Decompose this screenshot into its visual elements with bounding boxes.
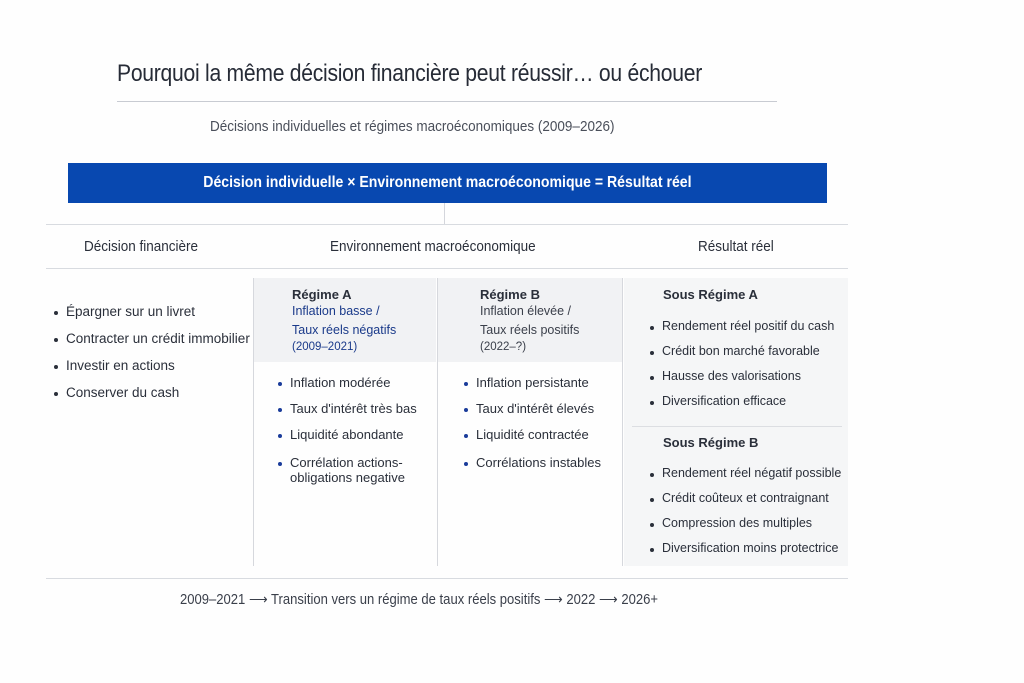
- regime-b-title: Régime B: [480, 287, 540, 302]
- result-b-item: Diversification moins protectrice: [648, 541, 841, 555]
- regime-b-item: Inflation persistante: [462, 375, 601, 390]
- header-bottom-divider: [46, 268, 848, 269]
- decision-item: Investir en actions: [52, 358, 250, 373]
- regime-a-conditions: [276, 375, 417, 485]
- regime-a-period: (2009–2021): [292, 341, 358, 353]
- result-b-item: Rendement réel négatif possible: [648, 466, 841, 480]
- regime-b-item: Corrélations instables: [462, 455, 601, 470]
- decision-item: Épargner sur un livret: [52, 304, 250, 319]
- regime-a-header: [254, 278, 436, 362]
- title-divider: [117, 101, 777, 102]
- result-a-item: Crédit bon marché favorable: [648, 344, 834, 358]
- regime-b-header: [438, 278, 622, 362]
- regime-b-conditions: [462, 375, 601, 470]
- result-a-item: Diversification efficace: [648, 394, 834, 408]
- result-a-item: Hausse des valorisations: [648, 369, 834, 383]
- result-b-title: Sous Régime B: [663, 435, 759, 450]
- header-top-divider: [46, 224, 848, 225]
- banner-connector: [444, 203, 445, 225]
- column-header-decision: Décision financière: [84, 238, 199, 255]
- result-b-item: Compression des multiples: [648, 516, 841, 530]
- regime-a-item: Inflation modérée: [276, 375, 417, 390]
- regime-b-line1: Inflation élevée /: [480, 304, 572, 318]
- regime-a-item: Corrélation actions-: [276, 455, 417, 470]
- result-divider: [632, 426, 842, 427]
- regime-a-line2: Taux réels négatifs: [292, 323, 397, 337]
- decisions-list: [52, 304, 250, 400]
- regime-b-item: Liquidité contractée: [462, 427, 601, 442]
- regime-b-right-border: [622, 278, 623, 566]
- regime-a-title: Régime A: [292, 287, 352, 302]
- column-header-environment: Environnement macroéconomique: [330, 238, 536, 255]
- regime-a-item: Taux d'intérêt très bas: [276, 401, 417, 416]
- regime-b-line2: Taux réels positifs: [480, 323, 580, 337]
- regime-b-period: (2022–?): [480, 341, 527, 353]
- result-b-item: Crédit coûteux et contraignant: [648, 491, 841, 505]
- column-header-result: Résultat réel: [698, 238, 774, 255]
- result-a-list: [648, 319, 834, 408]
- regime-a-line1: Inflation basse /: [292, 304, 380, 318]
- result-a-item: Rendement réel positif du cash: [648, 319, 834, 333]
- page-title: Pourquoi la même décision financière peut réussir… ou échouer: [117, 60, 702, 87]
- decisions-list-panel: [52, 304, 250, 400]
- result-a-title: Sous Régime A: [663, 287, 758, 302]
- decision-item: Contracter un crédit immobilier: [52, 331, 250, 346]
- regime-b-item: Taux d'intérêt élevés: [462, 401, 601, 416]
- regime-a-item-continued: obligations negative: [290, 470, 405, 485]
- timeline-footer: 2009–2021 ⟶ Transition vers un régime de taux réels positifs ⟶ 2022 ⟶ 2026+: [180, 592, 658, 608]
- result-b-list: [648, 466, 841, 555]
- results-panel: [624, 278, 848, 566]
- page-subtitle: Décisions individuelles et régimes macroéconomiques (2009–2026): [210, 118, 615, 135]
- decision-item: Conserver du cash: [52, 385, 250, 400]
- regime-a-item: Liquidité abondante: [276, 427, 417, 442]
- formula-banner: [68, 163, 827, 203]
- formula-text: Décision individuelle × Environnement macroéconomique = Résultat réel: [203, 174, 692, 191]
- footer-divider: [46, 578, 848, 579]
